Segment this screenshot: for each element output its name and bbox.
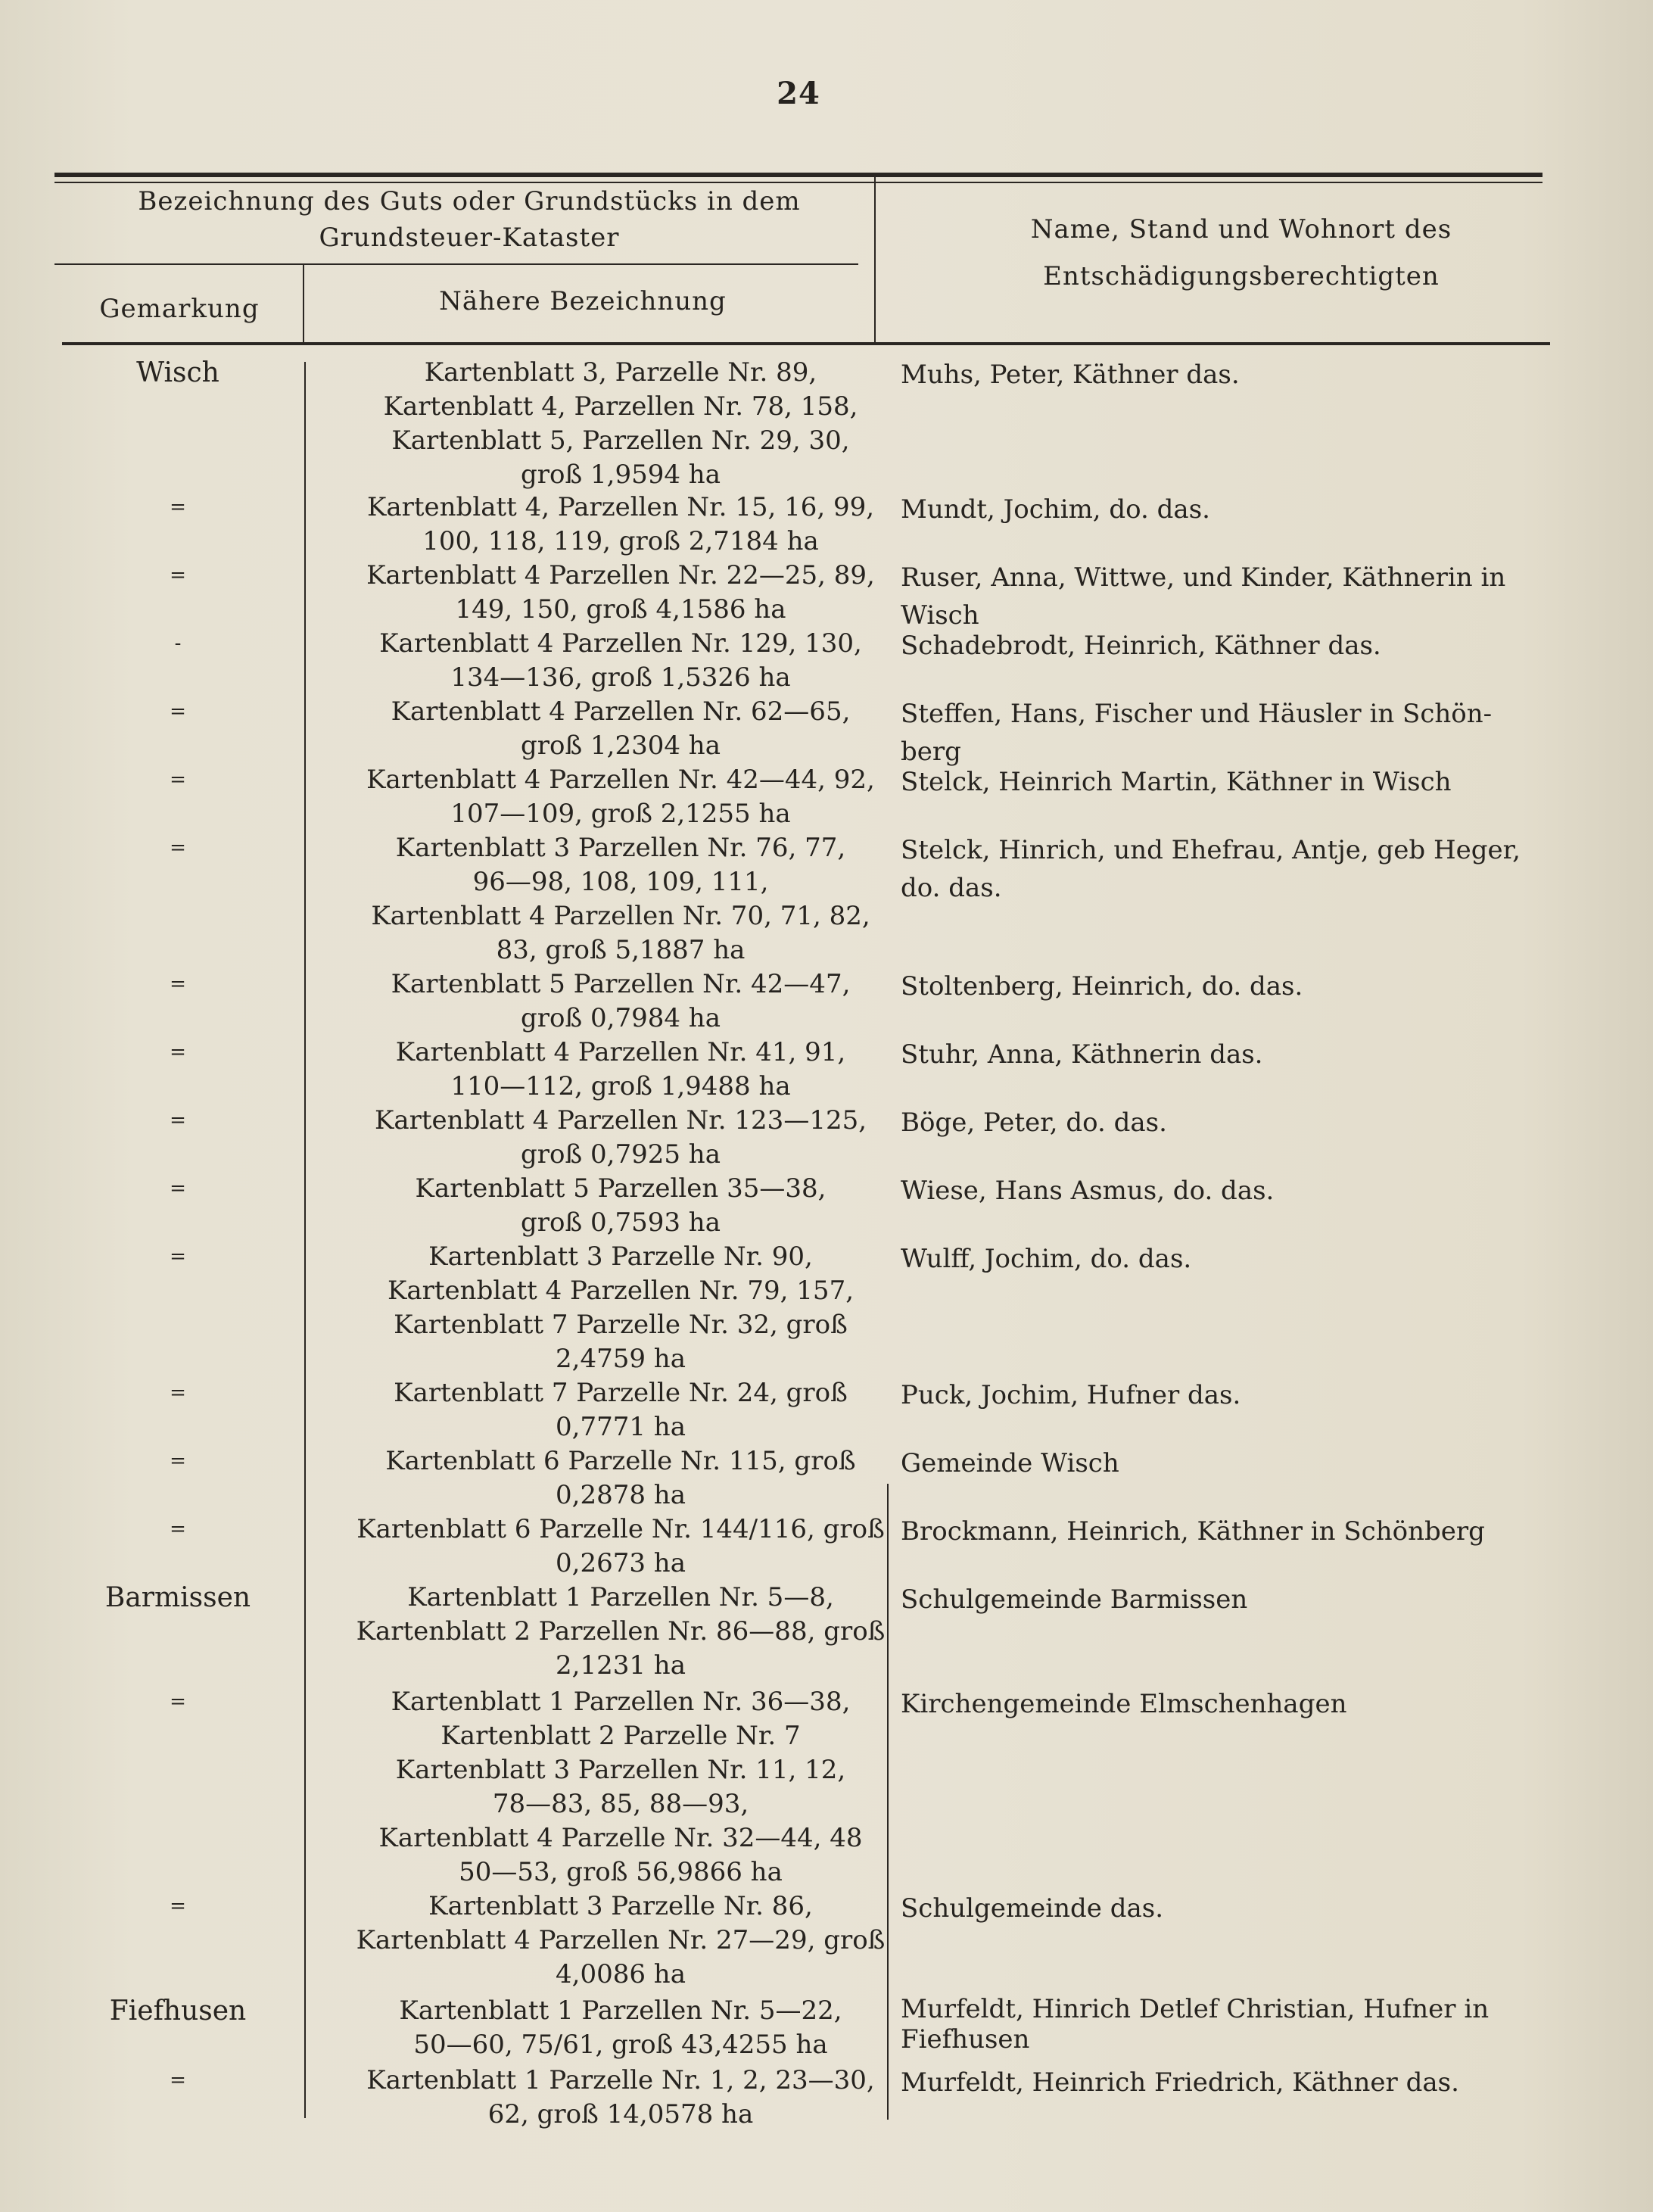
- name-cell: Kirchengemeinde Elmschenhagen: [901, 1689, 1347, 1719]
- name-cell: Mundt, Jochim, do. das.: [901, 494, 1210, 525]
- table-row: [53, 491, 1567, 559]
- bezeichnung-cell: Kartenblatt 4 Parzellen Nr. 22—25, 89, 149, 150, groß 4,1586 ha: [366, 560, 875, 625]
- table-row: [53, 627, 1567, 695]
- table-row: [53, 1513, 1567, 1581]
- name-cell: Ruser, Anna, Wittwe, und Kinder, Käthnerin in Wisch: [901, 562, 1506, 631]
- gemarkung-cell: =: [170, 564, 186, 587]
- gemarkung-cell: =: [170, 1518, 186, 1541]
- header-divider-2: [874, 176, 876, 344]
- name-cell: Böge, Peter, do. das.: [901, 1108, 1167, 1138]
- bezeichnung-cell: Kartenblatt 5 Parzellen 35—38, groß 0,7593 ha: [415, 1173, 826, 1238]
- bezeichnung-cell: Kartenblatt 4, Parzellen Nr. 15, 16, 99, 100, 118, 119, groß 2,7184 ha: [366, 492, 875, 556]
- gemarkung-cell: =: [170, 1690, 186, 1713]
- name-cell: Murfeldt, Hinrich Detlef Christian, Hufner in Fiefhusen: [901, 1994, 1490, 2055]
- header-bottom-rule: [62, 342, 1550, 345]
- gemarkung-cell: =: [170, 1041, 186, 1064]
- bezeichnung-cell: Kartenblatt 1 Parzellen Nr. 5—8, Kartenblatt 2 Parzellen Nr. 86—88, groß 2,1231 ha: [356, 1582, 886, 1681]
- gemarkung-cell: =: [170, 1450, 186, 1472]
- name-cell: Schulgemeinde das.: [901, 1893, 1164, 1924]
- gemarkung-cell: =: [170, 1895, 186, 1918]
- gemarkung-cell: =: [170, 700, 186, 723]
- gemarkung-cell: =: [170, 837, 186, 859]
- gemarkung-cell: =: [170, 1245, 186, 1268]
- bezeichnung-cell: Kartenblatt 1 Parzelle Nr. 1, 2, 23—30, 62, groß 14,0578 ha: [366, 2065, 875, 2129]
- gemarkung-cell: =: [170, 1382, 186, 1404]
- header-gemarkung: Gemarkung: [99, 294, 260, 324]
- table-row: [53, 1994, 1567, 2064]
- name-cell: Steffen, Hans, Fischer und Häusler in Schön- berg: [901, 699, 1493, 767]
- entries-table: [53, 356, 1567, 2133]
- table-row: [53, 1376, 1567, 1444]
- gemarkung-cell: =: [170, 496, 186, 519]
- gemarkung-cell: Wisch: [136, 357, 219, 388]
- table-row: [53, 1240, 1567, 1376]
- top-rule-thick: [54, 173, 1542, 177]
- bezeichnung-cell: Kartenblatt 7 Parzelle Nr. 24, groß 0,7771 ha: [394, 1378, 848, 1442]
- page-number: 24: [777, 76, 820, 111]
- bezeichnung-cell: Kartenblatt 4 Parzellen Nr. 123—125, groß 0,7925 ha: [374, 1105, 867, 1170]
- gemarkung-cell: =: [170, 1177, 186, 1200]
- bezeichnung-cell: Kartenblatt 3 Parzellen Nr. 76, 77, 96—98, 108, 109, 111, Kartenblatt 4 Parzellen Nr. 70, 71, 82, 83, groß 5,1887 ha: [371, 833, 870, 965]
- table-row: [53, 559, 1567, 631]
- bezeichnung-cell: Kartenblatt 1 Parzellen Nr. 5—22, 50—60, 75/61, groß 43,4255 ha: [399, 1995, 842, 2060]
- name-cell: Gemeinde Wisch: [901, 1448, 1119, 1478]
- bezeichnung-cell: Kartenblatt 4 Parzellen Nr. 62—65, groß 1,2304 ha: [391, 696, 851, 761]
- table-row: [53, 1036, 1567, 1104]
- name-cell: Murfeldt, Heinrich Friedrich, Käthner das.: [901, 2067, 1459, 2098]
- name-cell: Brockmann, Heinrich, Käthner in Schönberg: [901, 1516, 1485, 1547]
- bezeichnung-cell: Kartenblatt 4 Parzellen Nr. 41, 91, 110—112, groß 1,9488 ha: [395, 1037, 846, 1101]
- gemarkung-cell: Fiefhusen: [109, 1995, 247, 2027]
- bezeichnung-cell: Kartenblatt 4 Parzellen Nr. 42—44, 92, 107—109, groß 2,1255 ha: [366, 765, 875, 829]
- header-naehere-bezeichnung: Nähere Bezeichnung: [439, 286, 727, 316]
- gemarkung-cell: -: [174, 632, 182, 655]
- bezeichnung-cell: Kartenblatt 3 Parzelle Nr. 90, Kartenblatt 4 Parzellen Nr. 79, 157, Kartenblatt 7 Parzelle Nr. 32, groß 2,4759 ha: [387, 1242, 855, 1374]
- bezeichnung-cell: Kartenblatt 1 Parzellen Nr. 36—38, Kartenblatt 2 Parzelle Nr. 7 Kartenblatt 3 Parzellen Nr. 11, 12, 78—83, 85, 88—93, Kartenblatt 4 Parzelle Nr. 32—44, 48 50—53, groß 56,9866 ha: [378, 1687, 863, 1887]
- table-row: [53, 1444, 1567, 1513]
- table-row: [53, 831, 1567, 967]
- header-divider-1: [303, 265, 304, 344]
- bezeichnung-cell: Kartenblatt 6 Parzelle Nr. 115, groß 0,2878 ha: [385, 1446, 856, 1510]
- table-row: [53, 967, 1567, 1036]
- table-row: [53, 1685, 1567, 1890]
- name-cell: Stelck, Heinrich Martin, Käthner in Wisch: [901, 767, 1452, 797]
- name-cell: Wiese, Hans Asmus, do. das.: [901, 1176, 1275, 1206]
- gemarkung-cell: Barmissen: [104, 1582, 251, 1613]
- table-row: [53, 1890, 1567, 1994]
- name-cell: Stuhr, Anna, Käthnerin das.: [901, 1039, 1263, 1070]
- bezeichnung-cell: Kartenblatt 3 Parzelle Nr. 86, Kartenblatt 4 Parzellen Nr. 27—29, groß 4,0086 ha: [356, 1891, 886, 1989]
- bezeichnung-cell: Kartenblatt 4 Parzellen Nr. 129, 130, 134—136, groß 1,5326 ha: [379, 628, 862, 693]
- table-row: [53, 1104, 1567, 1172]
- table-row: [53, 2064, 1567, 2133]
- bezeichnung-cell: Kartenblatt 5 Parzellen Nr. 42—47, groß 0,7984 ha: [391, 969, 851, 1033]
- bezeichnung-cell: Kartenblatt 6 Parzelle Nr. 144/116, groß 0,2673 ha: [356, 1514, 885, 1578]
- gemarkung-cell: =: [170, 768, 186, 791]
- table-row: [53, 695, 1567, 767]
- name-cell: Schadebrodt, Heinrich, Käthner das.: [901, 631, 1381, 661]
- name-cell: Puck, Jochim, Hufner das.: [901, 1380, 1241, 1410]
- name-cell: Stoltenberg, Heinrich, do. das.: [901, 971, 1303, 1002]
- table-row: [53, 356, 1567, 491]
- table-row: [53, 1172, 1567, 1240]
- header-sub-rule: [54, 263, 858, 265]
- name-cell: Wulff, Jochim, do. das.: [901, 1244, 1192, 1274]
- name-cell: Muhs, Peter, Käthner das.: [901, 360, 1240, 390]
- bezeichnung-cell: Kartenblatt 3, Parzelle Nr. 89, Kartenblatt 4, Parzellen Nr. 78, 158, Kartenblatt 5, Parzellen Nr. 29, 30, groß 1,9594 ha: [383, 357, 858, 490]
- gemarkung-cell: =: [170, 973, 186, 995]
- gemarkung-cell: =: [170, 2069, 186, 2092]
- name-cell: Stelck, Hinrich, und Ehefrau, Antje, geb Heger, do. das.: [901, 835, 1521, 903]
- gemarkung-cell: =: [170, 1109, 186, 1132]
- header-group-title: Bezeichnung des Guts oder Grundstücks in dem Grundsteuer-Kataster: [138, 186, 801, 253]
- name-cell: Schulgemeinde Barmissen: [901, 1584, 1248, 1615]
- table-row: [53, 1581, 1567, 1685]
- header-name-stand-wohnort: Name, Stand und Wohnort des Entschädigungsberechtigten: [1030, 214, 1452, 291]
- table-row: [53, 763, 1567, 831]
